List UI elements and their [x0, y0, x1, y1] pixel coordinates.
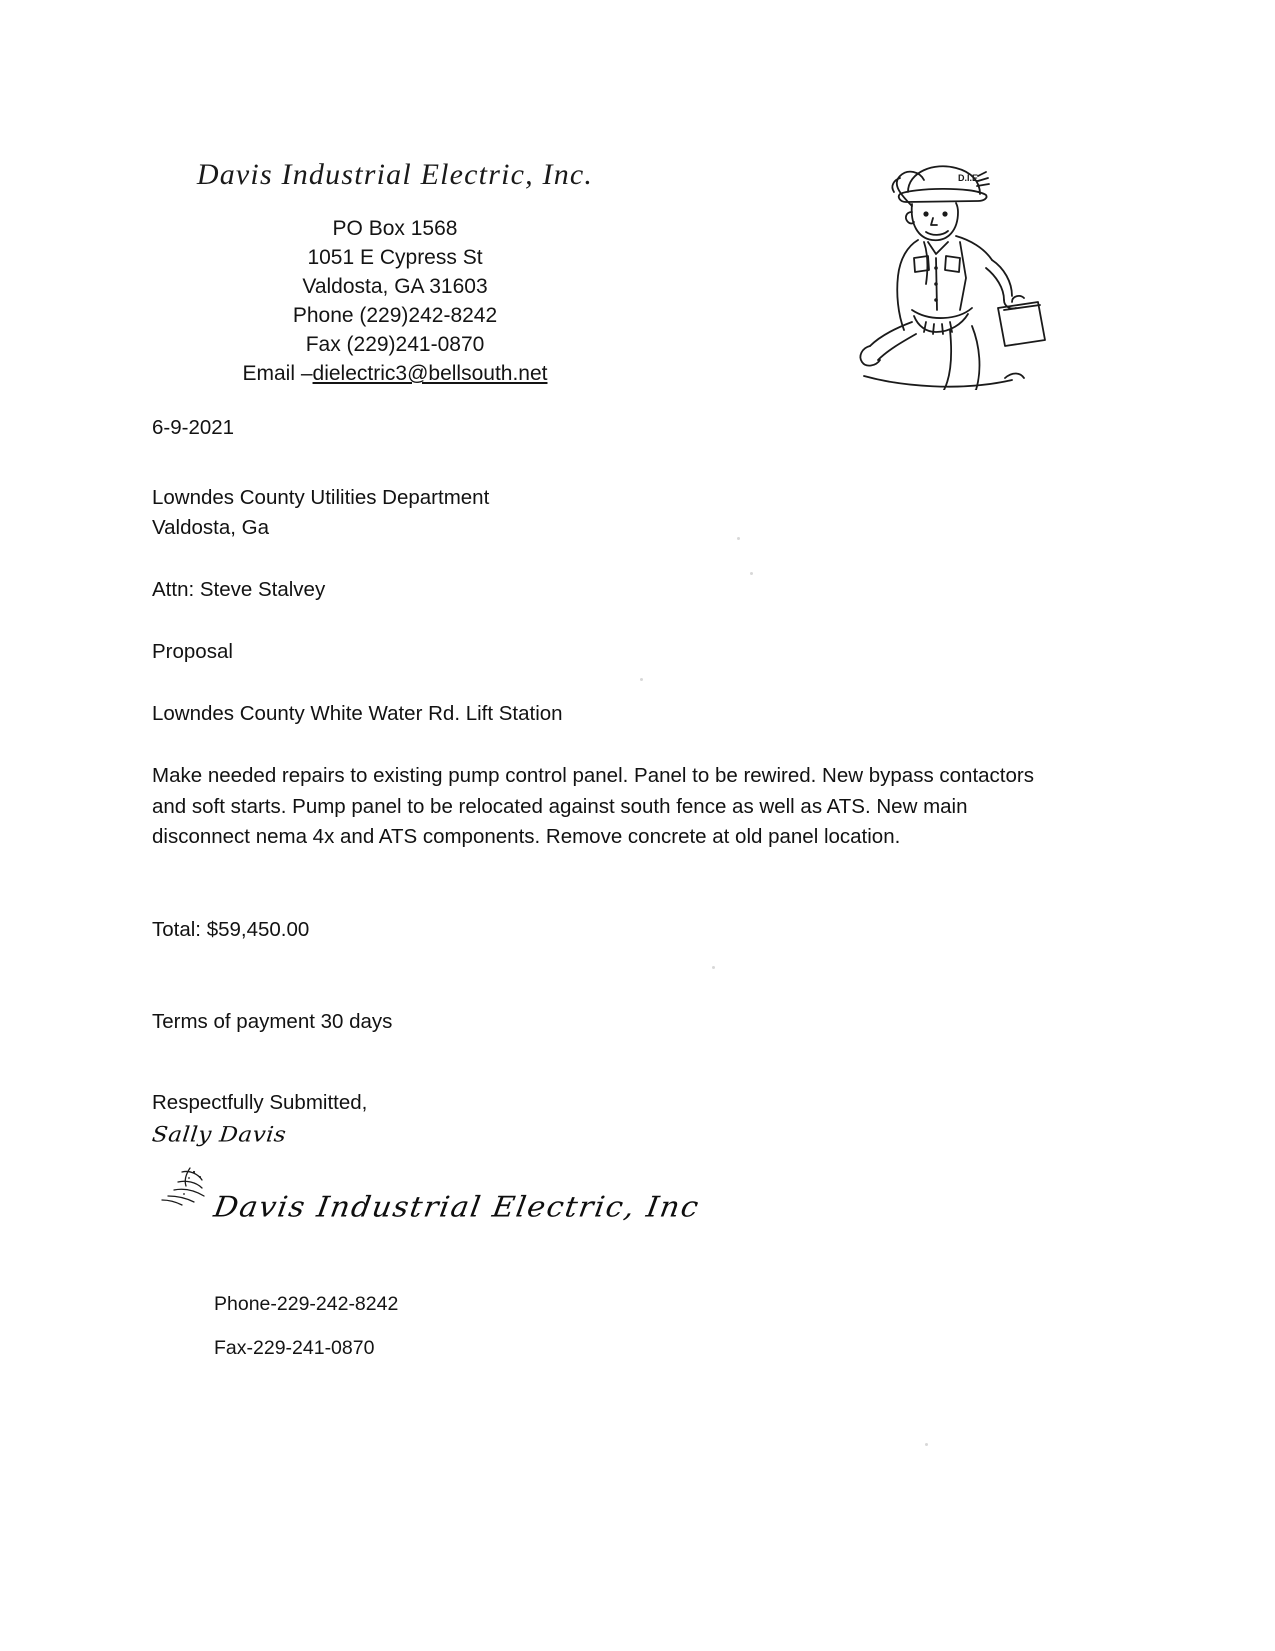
project-title: Lowndes County White Water Rd. Lift Station: [152, 702, 563, 725]
fax-line: Fax (229)241-0870: [305, 333, 485, 356]
total-amount: Total: $59,450.00: [152, 917, 310, 941]
signature-phone: Phone-229-242-8242: [214, 1293, 399, 1315]
scan-speck: [640, 678, 643, 681]
street-address-line: 1051 E Cypress St: [307, 246, 483, 269]
handwritten-signature: Sally Davis: [150, 1123, 288, 1147]
subject-line: Proposal: [152, 640, 233, 663]
letterhead-contact-block: [0, 214, 790, 388]
svg-text:D.I.E.: D.I.E.: [958, 173, 981, 183]
email-address-link[interactable]: dielectric3@bellsouth.net: [312, 362, 548, 385]
email-label: Email –: [242, 362, 313, 385]
scan-speck: [737, 537, 740, 540]
scope-of-work-paragraph: Make needed repairs to existing pump control panel. Panel to be rewired. New bypass contactors and soft starts. Pump panel to be relocated against south fence as well as ATS. New main disconnect nema 4x and ATS components. Remove concrete at old panel location.: [152, 764, 1034, 848]
letterhead: [0, 158, 790, 388]
recipient-city: Valdosta, Ga: [152, 516, 269, 539]
payment-terms: Terms of payment 30 days: [152, 1009, 393, 1033]
email-line: [0, 359, 790, 388]
signature-contact-block: [214, 1282, 1052, 1370]
scan-speck: [925, 1443, 928, 1446]
city-state-zip-line: Valdosta, GA 31603: [302, 275, 488, 298]
scan-speck: [750, 572, 753, 575]
letter-body: [152, 413, 1052, 1037]
attention-line: Attn: Steve Stalvey: [152, 578, 326, 601]
company-name-heading: Davis Industrial Electric, Inc.: [196, 158, 594, 191]
po-box-line: PO Box 1568: [332, 217, 458, 240]
recipient-organization: Lowndes County Utilities Department: [152, 486, 490, 509]
signature-fax: Fax-229-241-0870: [214, 1337, 375, 1359]
phone-line: Phone (229)242-8242: [292, 304, 498, 327]
signature-block: [152, 1088, 1052, 1370]
letter-date: 6-9-2021: [152, 416, 235, 439]
closing-line: Respectfully Submitted,: [152, 1091, 368, 1114]
electrician-logo-icon: [800, 150, 1070, 390]
signature-company-row: [152, 1190, 1052, 1244]
scan-speck: [712, 966, 715, 969]
signature-company-name: Davis Industrial Electric, Inc: [211, 1190, 703, 1225]
